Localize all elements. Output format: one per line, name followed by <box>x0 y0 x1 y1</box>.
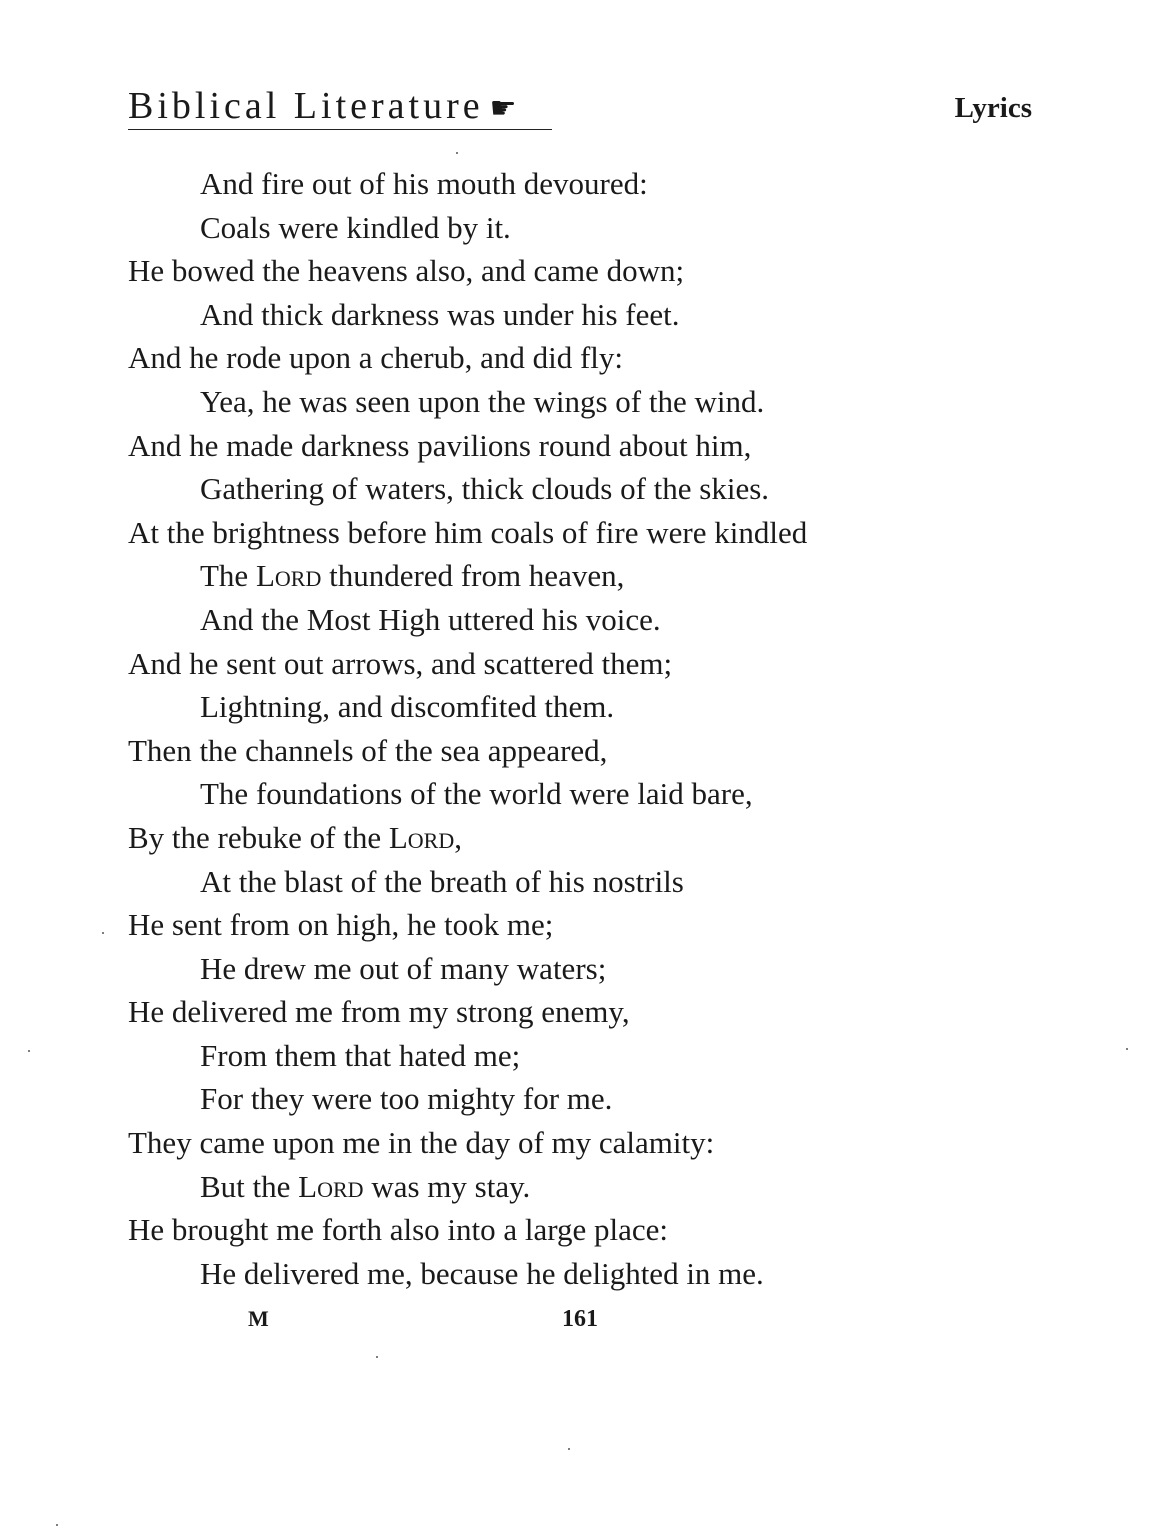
scan-speck <box>376 1356 378 1358</box>
page-number: 161 <box>562 1306 598 1332</box>
verse-line: And thick darkness was under his feet. <box>200 296 680 332</box>
verse-line: He bowed the heavens also, and came down; <box>128 253 685 289</box>
verse-line: At the blast of the breath of his nostrils <box>200 863 684 899</box>
verse-line: Then the channels of the sea appeared, <box>128 732 608 768</box>
verse-line: At the brightness before him coals of fire were kindled <box>128 514 808 550</box>
running-head-left <box>128 84 517 131</box>
verse-line: Coals were kindled by it. <box>200 209 511 245</box>
lord-small-caps: Lord <box>298 1168 364 1204</box>
verse-line: He sent from on high, he took me; <box>128 907 554 943</box>
scan-speck <box>456 152 458 154</box>
verse-line: From them that hated me; <box>200 1037 521 1073</box>
book-title: Biblical Literature <box>128 85 484 127</box>
verse-line: And fire out of his mouth devoured: <box>200 166 648 201</box>
verse-line: And the Most High uttered his voice. <box>200 601 661 637</box>
verse-line: And he made darkness pavilions round about him, <box>128 427 752 463</box>
verse-line: For they were too mighty for me. <box>200 1081 613 1117</box>
running-head <box>128 84 1032 136</box>
scan-speck <box>28 1050 30 1052</box>
section-title: Lyrics <box>954 92 1032 124</box>
verse-line: But the Lord was my stay. <box>200 1168 531 1204</box>
verse-line: The foundations of the world were laid bare, <box>200 776 753 812</box>
lord-small-caps: Lord <box>255 558 322 594</box>
scan-speck <box>1126 1048 1128 1050</box>
verse-line: Gathering of waters, thick clouds of the skies. <box>200 471 770 507</box>
verse-line: He delivered me from my strong enemy, <box>128 994 630 1030</box>
verse-line: They came upon me in the day of my calamity: <box>128 1125 715 1161</box>
verse-line: He drew me out of many waters; <box>200 950 607 986</box>
verse-line: And he sent out arrows, and scattered them; <box>128 645 673 681</box>
pointing-hand-ornament-icon: ☛ <box>489 92 517 125</box>
page-footer <box>0 1302 1151 1342</box>
verse-line: He brought me forth also into a large place: <box>128 1212 669 1248</box>
scan-speck <box>102 932 104 934</box>
signature-mark: M <box>248 1306 269 1331</box>
verse-line: By the rebuke of the Lord, <box>128 819 462 855</box>
lord-small-caps: Lord <box>388 819 455 855</box>
verse-line: The Lord thundered from heaven, <box>200 558 625 594</box>
verse-line: Yea, he was seen upon the wings of the wind. <box>200 383 765 419</box>
header-rule <box>128 129 552 130</box>
verse-line: And he rode upon a cherub, and did fly: <box>128 340 624 376</box>
verse-line: Lightning, and discomfited them. <box>200 689 615 725</box>
verse-line: He delivered me, because he delighted in me. <box>200 1255 764 1291</box>
scan-speck <box>568 1448 570 1450</box>
scan-speck <box>56 1524 58 1526</box>
verse-block <box>128 162 1028 1295</box>
